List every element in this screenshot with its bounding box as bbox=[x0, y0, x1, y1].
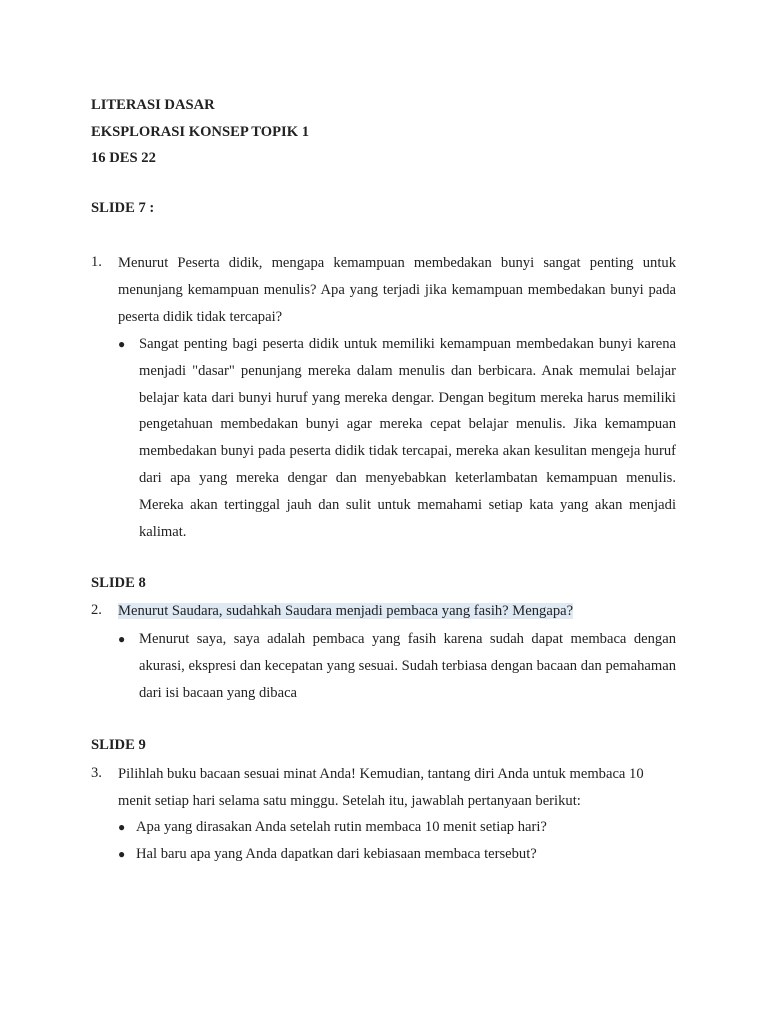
bullet-icon: ● bbox=[118, 337, 126, 351]
list-item: ● Apa yang dirasakan Anda setelah rutin membaca 10 menit setiap hari? bbox=[118, 814, 676, 841]
list-item: ● Hal baru apa yang Anda dapatkan dari kebiasaan membaca tersebut? bbox=[118, 841, 676, 868]
highlighted-question: Menurut Saudara, sudahkah Saudara menjadi pembaca yang fasih? Mengapa? bbox=[118, 603, 574, 619]
question-2-number: 2. bbox=[91, 602, 102, 618]
slide-8-title: SLIDE 8 bbox=[91, 575, 146, 591]
slide-7-title: SLIDE 7 : bbox=[91, 200, 155, 216]
question-3-text: Pilihlah buku bacaan sesuai minat Anda! Kemudian, tantang diri Anda untuk membaca 10 menit setiap hari selama satu minggu. Setelah itu, jawablah pertanyaan berikut: bbox=[118, 766, 644, 809]
question-2-text bbox=[118, 598, 676, 625]
header-title: LITERASI DASAR bbox=[91, 97, 215, 113]
question-3-number: 3. bbox=[91, 765, 102, 781]
header-subtitle: EKSPLORASI KONSEP TOPIK 1 bbox=[91, 123, 310, 140]
bullet-icon: ● bbox=[118, 632, 126, 646]
bullet-icon: ● bbox=[118, 846, 126, 861]
question-1-text: Menurut Peserta didik, mengapa kemampuan membedakan bunyi sangat penting untuk menunjang kemampuan menulis? Apa yang terjadi jika kemampuan membedakan bunyi pada peserta didik tidak tercapai? bbox=[118, 255, 676, 325]
document-header bbox=[91, 92, 309, 172]
list-item: ● Menurut saya, saya adalah pembaca yang fasih karena sudah dapat membaca dengan akurasi, ekspresi dan kecepatan yang sesuai. Sudah terbiasa dengan bacaan dan pemahaman dari isi bacaan yang dibaca bbox=[118, 626, 676, 706]
question-1-number: 1. bbox=[91, 254, 102, 270]
bullet-icon: ● bbox=[118, 820, 126, 834]
slide-9-title: SLIDE 9 bbox=[91, 737, 146, 753]
answer-1-list bbox=[118, 331, 676, 545]
header-date: 16 DES 22 bbox=[91, 150, 156, 166]
answer-2-list bbox=[118, 626, 676, 706]
list-item: ● Sangat penting bagi peserta didik untuk memiliki kemampuan membedakan bunyi karena menjadi "dasar" penunjang mereka dalam menulis dan berbicara. Anak memulai belajar belajar kata dari bunyi huruf yang mereka dengar. Dengan begitum mereka harus memiliki pengetahuan membedakan bunyi agar mereka cepat belajar menulis. Jika kemampuan membedakan bunyi pada peserta didik tidak tercapai, mereka akan kesulitan mengeja huruf dari apa yang mereka dengar dan menyebabkan keterlambatan kemampuan menulis. Mereka akan tertinggal jauh dan sulit untuk memahami setiap kata yang akan menjadi kalimat. bbox=[118, 331, 676, 545]
question-3-list bbox=[118, 814, 676, 868]
